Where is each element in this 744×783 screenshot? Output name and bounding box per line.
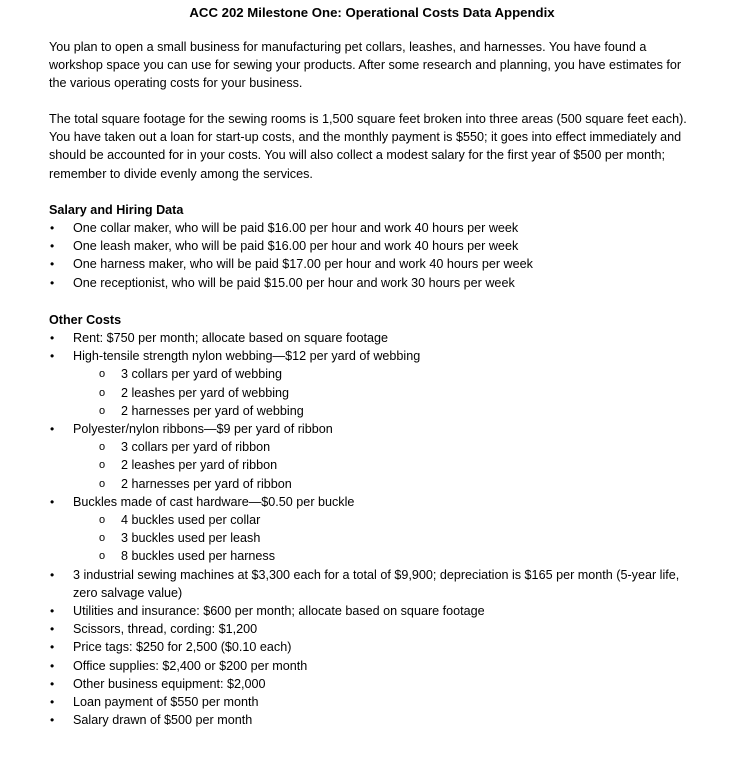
list-item	[49, 329, 699, 347]
bullet-icon: •	[50, 695, 55, 710]
circle-bullet-icon: o	[99, 386, 106, 399]
sub-list-item-text: 2 harnesses per yard of webbing	[121, 403, 304, 418]
list-item	[49, 602, 699, 620]
sub-list-item-text: 3 collars per yard of webbing	[121, 367, 283, 382]
other-costs-list	[49, 329, 699, 729]
list-item-text: Loan payment of $550 per month	[73, 695, 259, 710]
list-item	[49, 237, 699, 255]
list-item-text: Price tags: $250 for 2,500 ($0.10 each)	[73, 640, 292, 655]
sub-list	[73, 365, 699, 420]
list-item-text: Salary drawn of $500 per month	[73, 713, 253, 728]
salary-heading: Salary and Hiring Data	[49, 203, 184, 217]
circle-bullet-icon: o	[99, 477, 106, 490]
list-item	[49, 638, 699, 656]
list-item	[49, 675, 699, 693]
bullet-icon: •	[50, 713, 55, 728]
list-item	[49, 693, 699, 711]
bullet-icon: •	[50, 257, 55, 272]
square-footage-paragraph: The total square footage for the sewing rooms is 1,500 square feet broken into three areas (500 square feet each). You have taken out a loan for start-up costs, and the monthly payment is $550; it goes into effect immediately and should be accounted for in your costs. You will also collect a modest salary for the first year of $500 per month; remember to divide evenly among the services.	[49, 112, 687, 181]
intro-paragraph: You plan to open a small business for manufacturing pet collars, leashes, and harnesses. You have found a workshop space you can use for sewing your products. After some research and planning, you have estimates for the various operating costs for your business.	[49, 40, 682, 91]
bullet-icon: •	[50, 676, 55, 691]
bullet-icon: •	[50, 494, 55, 509]
sub-list-item	[73, 547, 699, 565]
list-item	[49, 219, 699, 237]
sub-list-item	[73, 384, 699, 402]
list-item	[49, 711, 699, 729]
bullet-icon: •	[50, 567, 55, 582]
sub-list-item-text: 3 buckles used per leash	[121, 531, 261, 546]
salary-list	[49, 219, 699, 292]
bullet-icon: •	[50, 658, 55, 673]
sub-list-item	[73, 438, 699, 456]
sub-list-item	[73, 365, 699, 383]
sub-list-item	[73, 529, 699, 547]
list-item-text: One collar maker, who will be paid $16.00 per hour and work 40 hours per week	[73, 221, 519, 235]
list-item-text: Utilities and insurance: $600 per month; allocate based on square footage	[73, 604, 485, 619]
sub-list-item-text: 2 harnesses per yard of ribbon	[121, 476, 292, 491]
sub-list-item-text: 3 collars per yard of ribbon	[121, 440, 271, 455]
circle-bullet-icon: o	[99, 459, 106, 472]
list-item	[49, 566, 699, 602]
document-title: ACC 202 Milestone One: Operational Costs Data Appendix	[189, 5, 555, 20]
sub-list-item	[73, 456, 699, 474]
list-item-text: Scissors, thread, cording: $1,200	[73, 622, 258, 637]
bullet-icon: •	[50, 640, 55, 655]
list-item-text: One harness maker, who will be paid $17.00 per hour and work 40 hours per week	[73, 257, 533, 272]
list-item-text: Buckles made of cast hardware—$0.50 per buckle	[73, 494, 355, 509]
bullet-icon: •	[50, 422, 55, 437]
circle-bullet-icon: o	[99, 404, 106, 417]
sub-list-item-text: 2 leashes per yard of webbing	[121, 385, 290, 400]
sub-list	[73, 511, 699, 566]
list-item	[49, 493, 699, 566]
list-item	[49, 420, 699, 493]
list-item-text: High-tensile strength nylon webbing—$12 per yard of webbing	[73, 349, 421, 364]
list-item-text: One leash maker, who will be paid $16.00 per hour and work 40 hours per week	[73, 239, 519, 254]
bullet-icon: •	[50, 349, 55, 364]
sub-list-item	[73, 402, 699, 420]
other-costs-heading: Other Costs	[49, 313, 122, 327]
list-item	[49, 620, 699, 638]
sub-list-item	[73, 475, 699, 493]
circle-bullet-icon: o	[99, 368, 106, 381]
circle-bullet-icon: o	[99, 532, 106, 545]
list-item	[49, 274, 699, 292]
list-item-text: Polyester/nylon ribbons—$9 per yard of ribbon	[73, 422, 333, 437]
circle-bullet-icon: o	[99, 514, 106, 527]
sub-list-item-text: 8 buckles used per harness	[121, 549, 276, 564]
list-item-text: 3 industrial sewing machines at $3,300 each for a total of $9,900; depreciation is $165 per month (5-year life, zero salvage value)	[73, 567, 680, 600]
list-item	[49, 255, 699, 273]
bullet-icon: •	[50, 331, 55, 345]
bullet-icon: •	[50, 275, 55, 290]
sub-list	[73, 438, 699, 493]
list-item	[49, 347, 699, 420]
list-item-text: Rent: $750 per month; allocate based on square footage	[73, 331, 389, 345]
bullet-icon: •	[50, 239, 55, 254]
circle-bullet-icon: o	[99, 441, 106, 454]
sub-list-item-text: 4 buckles used per collar	[121, 513, 261, 528]
list-item-text: Office supplies: $2,400 or $200 per month	[73, 658, 308, 673]
bullet-icon: •	[50, 604, 55, 619]
sub-list-item-text: 2 leashes per yard of ribbon	[121, 458, 278, 473]
sub-list-item	[73, 511, 699, 529]
circle-bullet-icon: o	[99, 550, 106, 563]
list-item-text: Other business equipment: $2,000	[73, 676, 266, 691]
bullet-icon: •	[50, 622, 55, 637]
bullet-icon: •	[50, 221, 55, 235]
list-item	[49, 657, 699, 675]
list-item-text: One receptionist, who will be paid $15.00 per hour and work 30 hours per week	[73, 275, 515, 290]
